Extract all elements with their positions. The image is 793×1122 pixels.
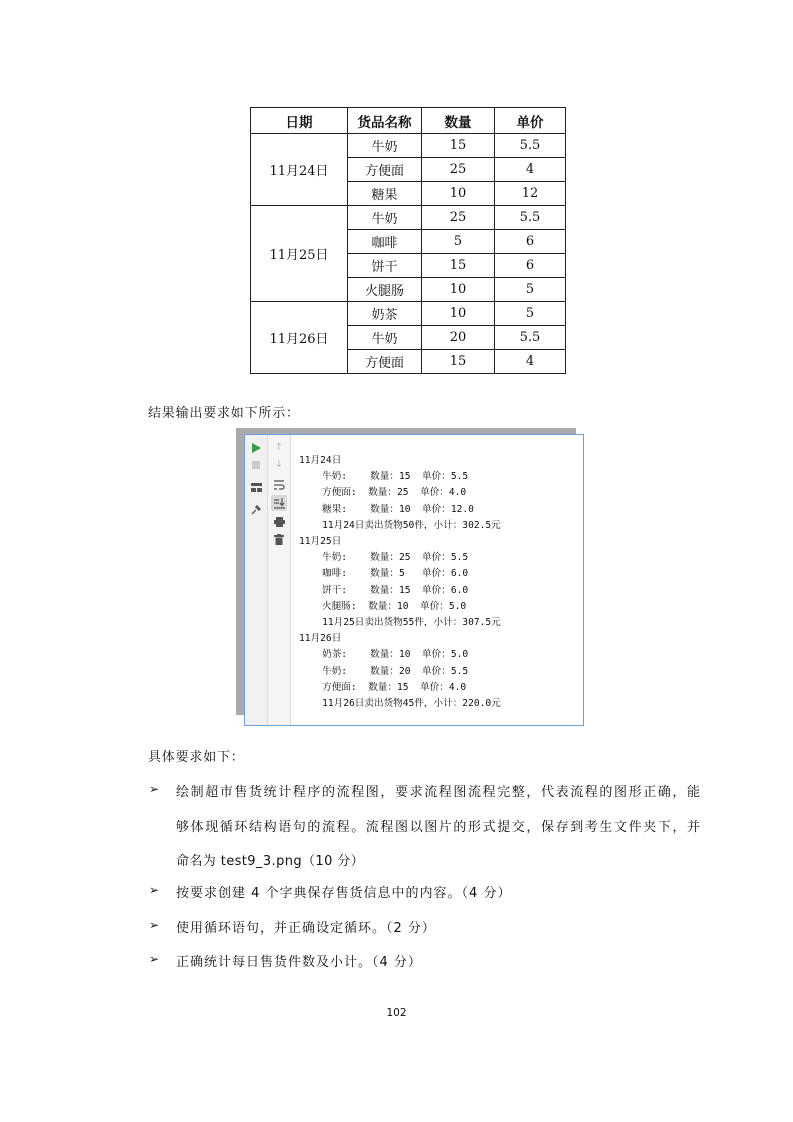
item-name-cell: 饼干 bbox=[348, 254, 422, 278]
requirements-heading: 具体要求如下： bbox=[148, 750, 245, 765]
bullet-arrow-icon: ➢ bbox=[149, 883, 160, 897]
item-name-cell: 方便面 bbox=[348, 158, 422, 182]
layout-icon[interactable] bbox=[249, 480, 263, 494]
console-line: 11月24日 bbox=[299, 455, 342, 466]
price-cell: 6 bbox=[495, 230, 566, 254]
item-name-cell: 方便面 bbox=[348, 350, 422, 374]
quantity-cell: 25 bbox=[422, 206, 495, 230]
bullet-arrow-icon: ➢ bbox=[149, 952, 160, 966]
bullet-arrow-icon: ➢ bbox=[149, 782, 160, 796]
page-number: 102 bbox=[386, 1007, 407, 1019]
price-cell: 12 bbox=[495, 182, 566, 206]
console-line: 11月25日 bbox=[299, 536, 342, 548]
header-unit-price: 单价 bbox=[495, 108, 566, 134]
quantity-cell: 15 bbox=[422, 134, 495, 158]
item-name-cell: 咖啡 bbox=[348, 230, 422, 254]
requirement-line: 正确统计每日售货件数及小计。（4 分） bbox=[176, 955, 422, 970]
price-cell: 5 bbox=[495, 302, 566, 326]
table-row bbox=[251, 302, 566, 326]
console-line: 咖啡: 数量：5 单价：6.0 bbox=[299, 568, 469, 580]
price-cell: 5.5 bbox=[495, 134, 566, 158]
date-cell: 11月25日 bbox=[251, 206, 348, 302]
requirement-line: 绘制超市售货统计程序的流程图，要求流程图流程完整，代表流程的图形正确，能 bbox=[176, 785, 702, 800]
date-cell: 11月24日 bbox=[251, 134, 348, 206]
scroll-to-end-icon[interactable] bbox=[271, 495, 287, 511]
price-cell: 4 bbox=[495, 158, 566, 182]
pin-icon[interactable] bbox=[249, 502, 263, 516]
console-line: 饼干: 数量：15 单价：6.0 bbox=[299, 584, 469, 596]
quantity-cell: 10 bbox=[422, 278, 495, 302]
down-arrow-icon[interactable]: ↓ bbox=[274, 459, 284, 470]
output-intro-text: 结果输出要求如下所示： bbox=[148, 406, 300, 421]
console-line: 方便面: 数量：25 单价：4.0 bbox=[299, 487, 467, 499]
item-name-cell: 牛奶 bbox=[348, 326, 422, 350]
price-cell: 4 bbox=[495, 350, 566, 374]
console-line: 方便面: 数量：15 单价：4.0 bbox=[299, 681, 467, 693]
table-row bbox=[251, 134, 566, 158]
console-line: 牛奶: 数量：25 单价：5.5 bbox=[299, 552, 469, 564]
group-nov25 bbox=[251, 206, 566, 302]
item-name-cell: 奶茶 bbox=[348, 302, 422, 326]
quantity-cell: 15 bbox=[422, 350, 495, 374]
console-line: 11月26日卖出货物45件，小计：220.0元 bbox=[299, 698, 501, 710]
price-cell: 5 bbox=[495, 278, 566, 302]
console-line: 11月26日 bbox=[299, 633, 342, 645]
console-output bbox=[299, 453, 501, 712]
console-line: 牛奶: 数量：20 单价：5.5 bbox=[299, 665, 469, 677]
table-header-row bbox=[251, 108, 566, 134]
header-date: 日期 bbox=[251, 108, 348, 134]
requirement-line: 命名为 test9_3.png（10 分） bbox=[176, 854, 365, 869]
up-arrow-icon[interactable]: ↑ bbox=[274, 442, 284, 453]
print-icon[interactable] bbox=[272, 515, 286, 529]
console-line: 奶茶: 数量：10 单价：5.0 bbox=[299, 649, 469, 661]
bullet-arrow-icon: ➢ bbox=[149, 918, 160, 932]
console-line: 牛奶: 数量：15 单价：5.5 bbox=[299, 471, 469, 483]
item-name-cell: 火腿肠 bbox=[348, 278, 422, 302]
group-nov24 bbox=[251, 134, 566, 206]
quantity-cell: 25 bbox=[422, 158, 495, 182]
trash-icon[interactable] bbox=[272, 532, 286, 546]
console-right-toolbar bbox=[268, 435, 291, 725]
requirement-line: 按要求创建 4 个字典保存售货信息中的内容。（4 分） bbox=[176, 886, 512, 901]
run-icon[interactable] bbox=[249, 441, 263, 455]
item-name-cell: 牛奶 bbox=[348, 134, 422, 158]
price-cell: 5.5 bbox=[495, 326, 566, 350]
group-nov26 bbox=[251, 302, 566, 374]
requirement-line: 够体现循环结构语句的流程。流程图以图片的形式提交，保存到考生文件夹下，并 bbox=[176, 820, 702, 835]
date-cell: 11月26日 bbox=[251, 302, 348, 374]
console-line: 11月25日卖出货物55件，小计：307.5元 bbox=[299, 617, 501, 629]
quantity-cell: 20 bbox=[422, 326, 495, 350]
console-left-toolbar bbox=[245, 435, 268, 725]
item-name-cell: 牛奶 bbox=[348, 206, 422, 230]
requirement-line: 使用循环语句，并正确设定循环。（2 分） bbox=[176, 921, 436, 936]
quantity-cell: 5 bbox=[422, 230, 495, 254]
header-quantity: 数量 bbox=[422, 108, 495, 134]
price-cell: 5.5 bbox=[495, 206, 566, 230]
stop-icon[interactable] bbox=[249, 458, 263, 472]
item-name-cell: 糖果 bbox=[348, 182, 422, 206]
console-line: 火腿肠: 数量：10 单价：5.0 bbox=[299, 600, 467, 612]
quantity-cell: 10 bbox=[422, 182, 495, 206]
console-line: 糖果: 数量：10 单价：12.0 bbox=[299, 503, 474, 515]
quantity-cell: 15 bbox=[422, 254, 495, 278]
quantity-cell: 10 bbox=[422, 302, 495, 326]
console-window bbox=[244, 434, 584, 726]
price-cell: 6 bbox=[495, 254, 566, 278]
sales-table bbox=[250, 107, 566, 374]
table-row bbox=[251, 206, 566, 230]
console-line: 11月24日卖出货物50件，小计：302.5元 bbox=[299, 519, 501, 531]
header-item-name: 货品名称 bbox=[348, 108, 422, 134]
soft-wrap-icon[interactable] bbox=[272, 478, 286, 492]
